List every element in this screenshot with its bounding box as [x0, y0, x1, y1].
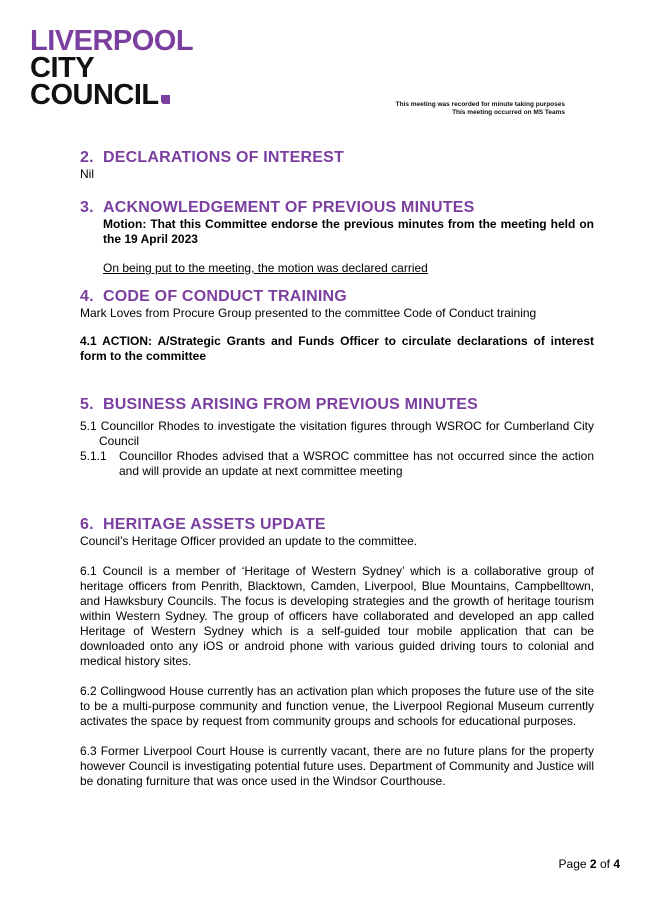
page-number [559, 857, 620, 871]
page-current: 2 [589, 857, 597, 871]
section-2-heading [80, 148, 594, 167]
minutes-content [80, 148, 594, 789]
section-2-body: Nil [80, 167, 94, 181]
page-total: 4 [613, 857, 620, 871]
section-6-title: HERITAGE ASSETS UPDATE [103, 516, 326, 533]
meeting-note [396, 101, 565, 117]
logo-line-city: CITY [30, 52, 95, 84]
meeting-note-teams: This meeting occurred on MS Teams [452, 109, 565, 116]
section-3-title: ACKNOWLEDGEMENT OF PREVIOUS MINUTES [103, 199, 475, 216]
section-6-paragraph-2: 6.2 Collingwood House currently has an activation plan which proposes the future use of the site to be a multi-purpose community and function venue, the Liverpool Regional Museum currently activates the space by request from community groups and schools for educational purposes. [80, 684, 594, 728]
section-6-paragraph-3: 6.3 Former Liverpool Court House is currently vacant, there are no future plans for the property however Council is investigating potential future uses. Department of Community and Justice will be donating furniture that was once used in the Windsor Courthouse. [80, 744, 594, 788]
section-4-number: 4. [80, 288, 94, 305]
section-6-intro: Council’s Heritage Officer provided an update to the committee. [80, 534, 418, 548]
section-5-heading [80, 395, 594, 414]
section-5-item-5-1-1 [80, 449, 594, 479]
section-6-paragraph-1: 6.1 Council is a member of ‘Heritage of Western Sydney’ which is a collaborative group of heritage officers from Penrith, Blacktown, Camden, Liverpool, Blue Mountains, Campbelltown, and Hawksbury Councils. The focus is developing strategies and the growth of heritage tourism within Western Sydney. The group of officers have collaborated and developed an app called Heritage of Western Sydney which is a self-guided tour mobile application that can be downloaded onto any iOS or android phone with various guided driving tours to colonial and medical history sites. [80, 564, 594, 668]
item-5-1-1-text: Councillor Rhodes advised that a WSROC committee has not occurred since the action and will provide an update at next committee meeting [119, 449, 594, 478]
section-3-number: 3. [80, 199, 94, 216]
section-6-heading [80, 515, 594, 534]
section-4-heading [80, 287, 594, 306]
council-logo [30, 25, 194, 111]
logo-mark-icon [161, 95, 170, 104]
section-2-title: DECLARATIONS OF INTEREST [103, 149, 344, 166]
section-5-title: BUSINESS ARISING FROM PREVIOUS MINUTES [103, 396, 479, 413]
logo-council-text: COUNCIL [30, 79, 159, 111]
section-3-result [80, 261, 594, 276]
logo-line-liverpool: LIVERPOOL [30, 25, 194, 57]
section-3-heading [80, 198, 594, 217]
section-3-result-text: On being put to the meeting, the motion was declared carried [103, 261, 428, 275]
section-6-number: 6. [80, 516, 94, 533]
item-5-1-1-label: 5.1.1 [80, 449, 107, 463]
section-4-body: Mark Loves from Procure Group presented to the committee Code of Conduct training [80, 306, 537, 320]
section-5-item-5-1: 5.1 Councillor Rhodes to investigate the visitation figures through WSROC for Cumberland City Council [80, 419, 594, 448]
section-4-action: 4.1 ACTION: A/Strategic Grants and Funds Officer to circulate declarations of interest form to the committee [80, 334, 594, 363]
logo-line-council [30, 79, 193, 111]
section-3-motion: Motion: That this Committee endorse the previous minutes from the meeting held on the 19 April 2023 [103, 217, 594, 246]
meeting-note-recorded: This meeting was recorded for minute taking purposes [395, 101, 565, 108]
section-4-title: CODE OF CONDUCT TRAINING [103, 288, 347, 305]
section-5-number: 5. [80, 396, 94, 413]
page-label: Page [558, 857, 587, 871]
page-of: of [599, 857, 610, 871]
section-2-number: 2. [80, 149, 94, 166]
